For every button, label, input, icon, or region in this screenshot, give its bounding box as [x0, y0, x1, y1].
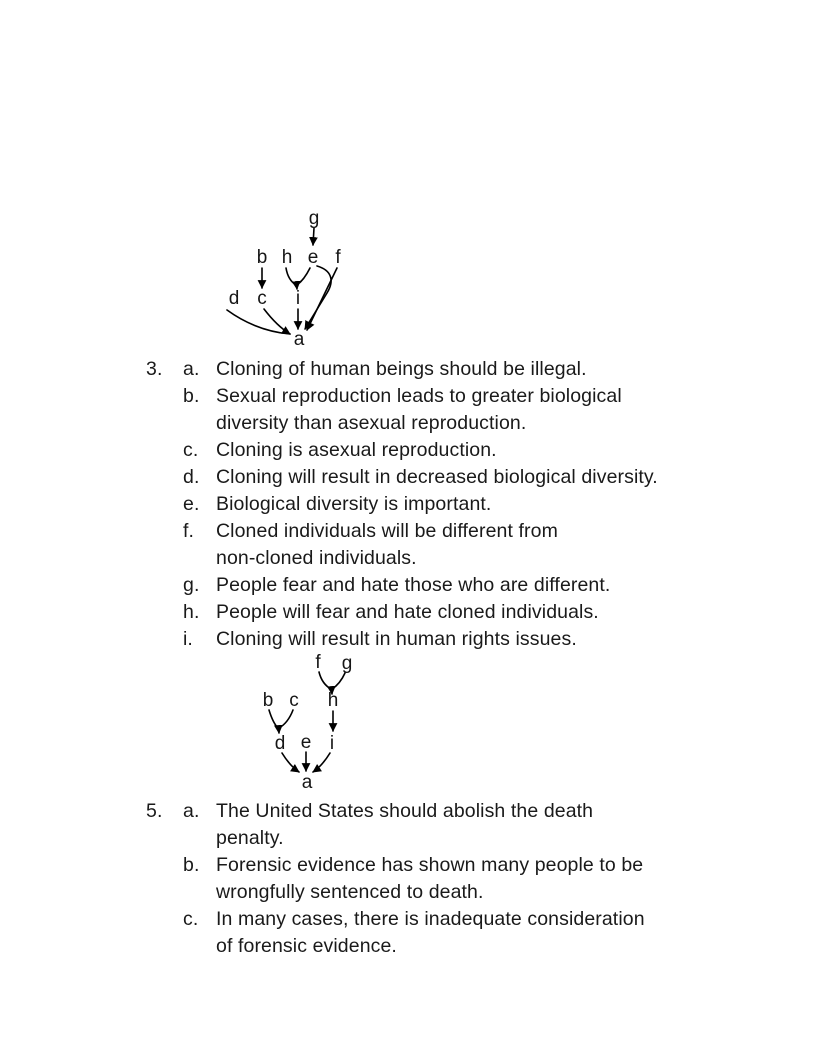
edge-h-i — [286, 268, 296, 285]
diagram2-node-e: e — [300, 732, 312, 753]
edge-g-e — [313, 228, 314, 245]
statement-line — [146, 933, 645, 960]
problem-number — [146, 491, 183, 518]
item-label — [183, 545, 216, 572]
item-text: People will fear and hate cloned individuals. — [216, 601, 599, 623]
item-text: Cloning of human beings should be illegal. — [216, 358, 587, 380]
diagram1-node-h: h — [281, 247, 293, 268]
statement-line — [146, 464, 658, 491]
item-text: Cloning is asexual reproduction. — [216, 439, 497, 461]
item-label: c. — [183, 439, 199, 461]
edge-d-a — [227, 310, 290, 334]
item-label — [183, 825, 216, 852]
statement-line — [146, 572, 658, 599]
statement-line — [146, 852, 645, 879]
item-text: non-cloned individuals. — [216, 547, 417, 569]
argument-diagram-1 — [220, 200, 360, 352]
item-label: c. — [183, 908, 199, 930]
problem-5 — [146, 798, 645, 960]
problem-3 — [146, 356, 658, 653]
problem-number — [146, 518, 183, 545]
argument-diagram-2 — [250, 650, 365, 798]
item-label: b. — [183, 854, 200, 876]
item-text: People fear and hate those who are different. — [216, 574, 611, 596]
diagram2-node-d: d — [274, 733, 286, 754]
problem-number — [146, 464, 183, 491]
statement-line — [146, 798, 645, 825]
item-text: Biological diversity is important. — [216, 493, 492, 515]
item-text: penalty. — [216, 827, 284, 849]
diagram2-node-i: i — [329, 733, 335, 754]
item-label: g. — [183, 574, 200, 596]
problem-number — [146, 437, 183, 464]
diagram1-node-c: c — [257, 288, 267, 309]
item-text: Cloned individuals will be different from — [216, 520, 558, 542]
item-text: diversity than asexual reproduction. — [216, 412, 527, 434]
item-label: b. — [183, 385, 200, 407]
item-text: of forensic evidence. — [216, 935, 397, 957]
diagram1-node-b: b — [256, 247, 268, 268]
problem-number — [146, 383, 183, 410]
item-label: a. — [183, 358, 200, 380]
diagram1-node-f: f — [335, 247, 341, 268]
statement-line — [146, 599, 658, 626]
statement-line — [146, 356, 658, 383]
diagram1-node-e: e — [307, 247, 319, 268]
item-label — [183, 410, 216, 437]
diagram2-node-g: g — [341, 653, 353, 674]
diagram1-node-a: a — [293, 329, 305, 350]
problem-number — [146, 410, 183, 437]
problem-number — [146, 572, 183, 599]
problem-number — [146, 879, 183, 906]
statement-line — [146, 437, 658, 464]
problem-number: 5. — [146, 800, 163, 822]
diagram1-node-g: g — [308, 208, 320, 229]
problem-number — [146, 852, 183, 879]
item-label: e. — [183, 493, 200, 515]
item-label: a. — [183, 800, 200, 822]
item-text: Sexual reproduction leads to greater biological — [216, 385, 622, 407]
diagram2-node-a: a — [301, 772, 313, 793]
item-text: Forensic evidence has shown many people to be — [216, 854, 644, 876]
edge-d-a — [282, 753, 299, 772]
statement-line — [146, 491, 658, 518]
item-label: i. — [183, 628, 193, 650]
item-label — [183, 879, 216, 906]
edge-i-a — [313, 753, 330, 772]
problem-number — [146, 906, 183, 933]
diagram1-node-i: i — [295, 288, 301, 309]
statement-line — [146, 545, 658, 572]
problem-number — [146, 545, 183, 572]
edge-e-i — [297, 268, 310, 285]
item-label: f. — [183, 520, 195, 542]
item-text: wrongfully sentenced to death. — [216, 881, 484, 903]
item-text: The United States should abolish the death — [216, 800, 594, 822]
statement-line — [146, 879, 645, 906]
statement-line — [146, 626, 658, 653]
item-label: h. — [183, 601, 200, 623]
item-text: Cloning will result in decreased biological diversity. — [216, 466, 658, 488]
edge-f-h — [319, 672, 331, 689]
diagram2-node-c: c — [289, 690, 299, 711]
item-label: d. — [183, 466, 200, 488]
statement-line — [146, 906, 645, 933]
problem-number: 3. — [146, 358, 163, 380]
diagram1-node-d: d — [228, 288, 240, 309]
problem-number — [146, 599, 183, 626]
problem-number — [146, 825, 183, 852]
edge-f-a — [307, 268, 337, 330]
edge-b-d — [269, 710, 278, 728]
diagram2-node-h: h — [327, 690, 339, 711]
diagram2-node-b: b — [262, 690, 274, 711]
statement-line — [146, 410, 658, 437]
item-label — [183, 933, 216, 960]
item-text: In many cases, there is inadequate consideration — [216, 908, 645, 930]
statement-line — [146, 825, 645, 852]
edge-g-h — [332, 673, 345, 689]
item-text: Cloning will result in human rights issues. — [216, 628, 577, 650]
diagram2-node-f: f — [315, 652, 321, 673]
statement-line — [146, 383, 658, 410]
problem-number — [146, 933, 183, 960]
statement-line — [146, 518, 658, 545]
problem-number — [146, 626, 183, 653]
edge-e-a — [305, 266, 331, 329]
edge-c-d — [279, 710, 293, 728]
